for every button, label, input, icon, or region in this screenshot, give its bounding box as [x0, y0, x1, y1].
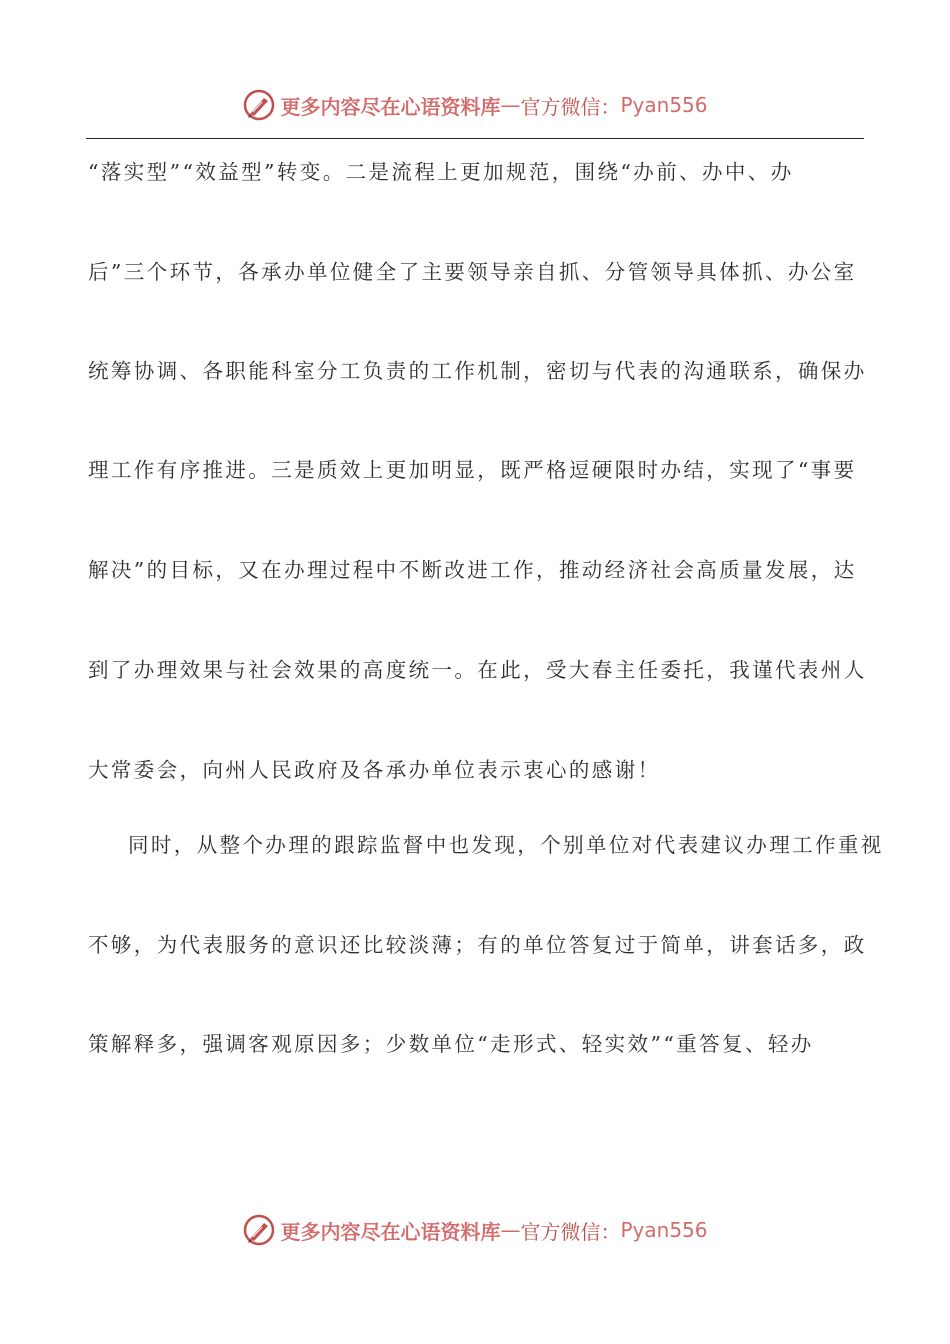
wechat-id: Pyan556 — [620, 93, 708, 117]
text-line: 到了办理效果与社会效果的高度统一。在此，受大春主任委托，我谨代表州人 — [88, 658, 867, 682]
brand-text: 更多内容尽在心语资料库 — [280, 1219, 501, 1244]
footer-banner — [0, 1210, 950, 1250]
wechat-label: 官方微信： — [520, 1219, 621, 1244]
text-line: 策解释多，强调客观原因多；少数单位“走形式、轻实效”“重答复、轻办 — [88, 1032, 814, 1056]
text-line: 解决”的目标，又在办理过程中不断改进工作，推动经济社会高质量发展，达 — [88, 558, 857, 582]
text-line: 理工作有序推进。三是质效上更加明显，既严格逗硬限时办结，实现了“事要 — [88, 458, 857, 482]
pen-nib-logo-icon — [242, 1213, 276, 1247]
header-divider — [86, 138, 864, 139]
brand-dash: — — [500, 93, 521, 117]
brand-text: 更多内容尽在心语资料库 — [280, 94, 501, 119]
text-line: 后”三个环节，各承办单位健全了主要领导亲自抓、分管领导具体抓、办公室 — [88, 260, 857, 284]
text-line-indented: 同时，从整个办理的跟踪监督中也发现，个别单位对代表建议办理工作重视 — [128, 833, 884, 857]
header-banner — [0, 85, 950, 125]
wechat-label: 官方微信： — [520, 94, 621, 119]
text-line: 大常委会，向州人民政府及各承办单位表示衷心的感谢！ — [88, 758, 661, 782]
wechat-id: Pyan556 — [620, 1218, 708, 1242]
brand-dash: — — [500, 1218, 521, 1242]
pen-nib-logo-icon — [242, 88, 276, 122]
text-line: “落实型”“效益型”转变。二是流程上更加规范，围绕“办前、办中、办 — [88, 160, 794, 184]
text-line: 不够，为代表服务的意识还比较淡薄；有的单位答复过于简单，讲套话多，政 — [88, 933, 867, 957]
text-line: 统筹协调、各职能科室分工负责的工作机制，密切与代表的沟通联系，确保办 — [88, 359, 867, 383]
